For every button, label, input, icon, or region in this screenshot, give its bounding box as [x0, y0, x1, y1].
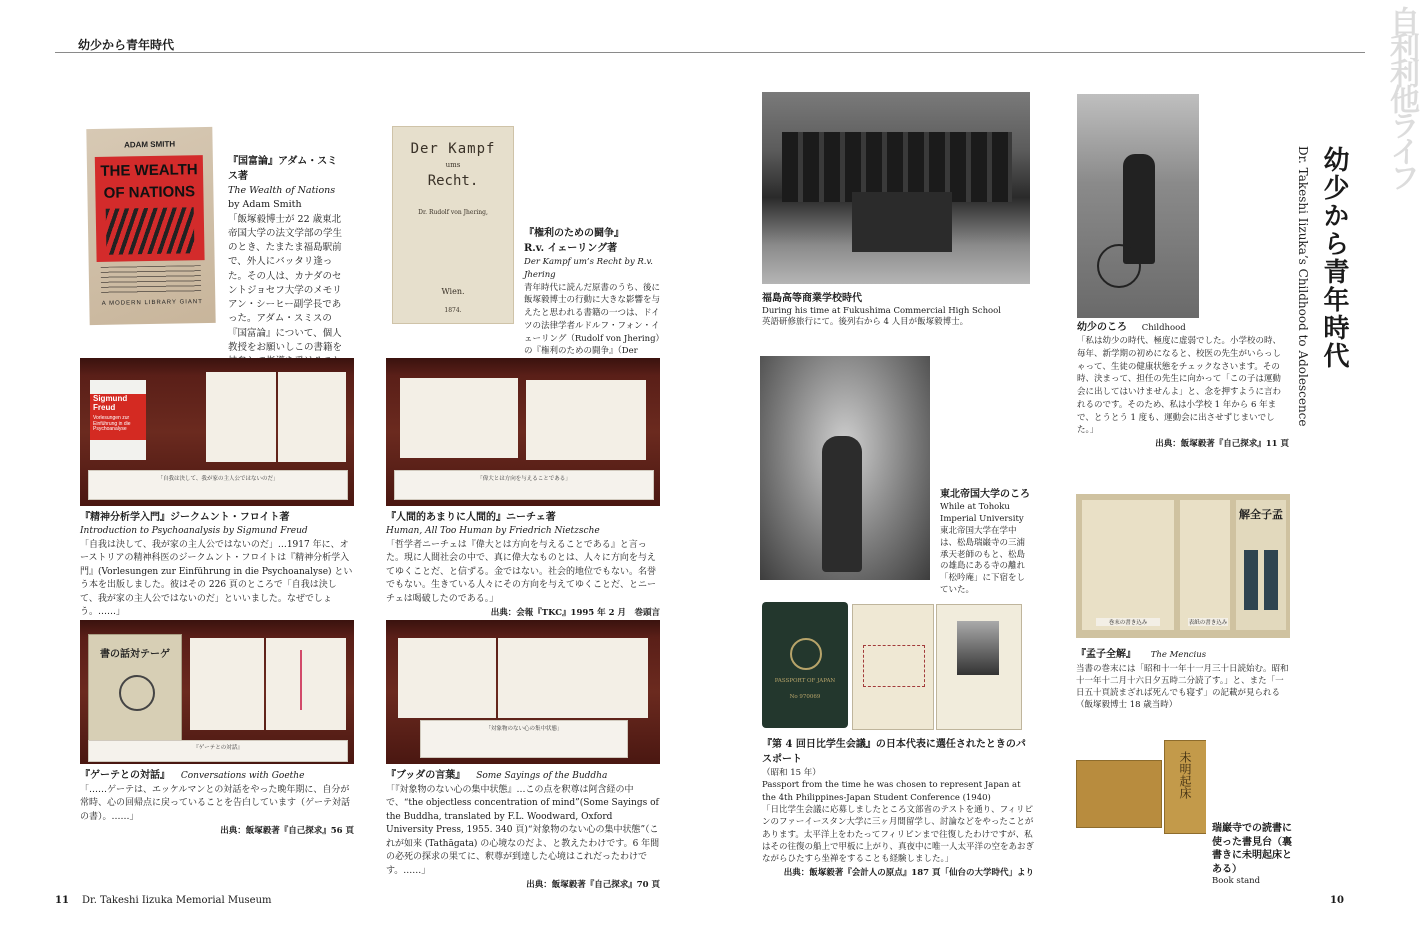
mencius-plate-1: 巻末の書き込み	[1096, 618, 1160, 626]
mencius-cover	[1236, 500, 1286, 630]
nietzsche-page-left	[400, 378, 518, 458]
cover-text-lines	[101, 265, 201, 295]
caption-heading: 『国富論』アダム・スミス著	[228, 156, 338, 182]
freud-cover-sub: Vorlesungen zur Einführung in die Psychoanalyse	[93, 415, 131, 432]
caption-heading: 福島高等商業学校時代	[762, 293, 862, 304]
cover-author: Dr. Rudolf von Jhering,	[418, 209, 488, 216]
footer-museum: Dr. Takeshi Iizuka Memorial Museum	[82, 895, 272, 906]
passport-id-photo	[936, 604, 1022, 730]
cover-band: A MODERN LIBRARY GIANT	[101, 299, 203, 307]
freud-page-left	[206, 372, 276, 462]
goethe-book-cover	[88, 634, 182, 742]
caption-english: Der Kampf um’s Recht by R.v. Jhering	[524, 257, 654, 280]
caption-heading: 『精神分析学入門』ジークムント・フロイト著	[80, 512, 290, 523]
fukushima-caption	[762, 292, 1030, 328]
cover-year: 1874.	[444, 307, 462, 314]
caption-english: Passport from the time he was chosen to represent Japan at the 4th Philippines-Japan Student Conference (1940)	[762, 780, 1021, 803]
goethe-page-left	[190, 638, 264, 730]
cover-illustration	[106, 207, 195, 255]
caption-body: 英語研修旅行にて。後列右から 4 人目が飯塚毅博士。	[762, 316, 969, 327]
caption-heading: 『ブッダの言葉』	[386, 770, 466, 781]
caption-source: 出典：会報『TKC』1995 年 2 月 巻頭言	[490, 608, 660, 618]
caption-body: 「私は幼少の時代、極度に虚弱でした。小学校の時、毎年、新学期の初めになると、校医の先生がいらっしゃって、生徒の健康状態をチェックなさいます。その時、決まって、担任の先生に向かって「この子は運動会に出してはいけませんよ」と、念を押すように言われるのです。そのため、私は小学校 1 年から 6 年まで、とうとう 1 度も、運動会に出させずじまいでした。」	[1077, 336, 1282, 436]
caption-english: Conversations with Goethe	[180, 771, 305, 781]
page-subtitle: Dr. Takeshi Iizuka’s Childhood to Adolescence	[1296, 146, 1310, 427]
header-rule	[55, 52, 1365, 53]
cover-place: Wien.	[441, 287, 465, 296]
nietzsche-display-photo	[386, 358, 660, 506]
passport-stamp	[863, 645, 925, 687]
caption-english: Some Sayings of the Buddha	[476, 771, 608, 781]
goethe-display-photo	[80, 620, 354, 764]
bookstand-board-right	[1164, 740, 1206, 834]
caption-english: During his time at Fukushima Commercial High School	[762, 305, 1002, 316]
plate-text: 「偉大とは方向を与えることである」	[477, 476, 571, 482]
caption-body: 東北帝国大学在学中は、松島瑞巌寺の三浦承天老師のもと、松島の雄島にある寺の離れ「松吟庵」に下宿をしていた。	[940, 525, 1026, 596]
page-number-left: 11	[55, 895, 69, 906]
goethe-display-plate	[88, 740, 348, 762]
caption-body: 「飯塚毅博士が 22 歳東北帝国大学の法文学部の学生のとき、たまたま福島駅前で、外人にバッタリ逢った。その人は、カナダのセントジョセフ大学のメモリアン・シーヒー副学長であった。アダム・スミスの『国富論』について、個人教授をお願いしこの書籍を	[228, 213, 343, 353]
plate-text: 『ゲーテとの対話』	[193, 745, 243, 751]
caption-heading-2: R.v. イェーリング著	[524, 243, 618, 254]
caption-body: 当書の巻末には「昭和十一年十一月三十日読始む。昭和十一年十二月十六日夕五時二分読了す。」と、また「一日五十頁読まざれば死んでも寝ず」の記載が見られる（飯塚毅博士 18 歳当時）	[1076, 663, 1289, 711]
bookstand-caption	[1212, 822, 1294, 887]
freud-book-cover	[90, 380, 146, 460]
caption-heading: 瑞巌寺での読書に使った書見台（裏書きに未明起床とある）	[1212, 823, 1292, 875]
passport-caption	[762, 738, 1034, 879]
goethe-cover-title: 書の話対テーゲ	[100, 649, 170, 660]
passport-portrait	[957, 621, 999, 675]
buddha-page-left	[398, 638, 496, 718]
caption-body: 「自我は決して、我が家の主人公ではないのだ」…1917 年に、オーストリアの精神科医のジークムント・フロイトは『精神分析学入門』(Vorlesungen zur Einführung in die Psychoanalyse) という本を出版しました。彼はその 226 頁のところで「自我は決して、我が家の主人公ではないのだ」といいました。なぜでしょう。……」	[80, 539, 353, 617]
mencius-page-2	[1180, 500, 1230, 630]
caption-heading: 『人間的あまりに人間的』ニーチェ著	[386, 512, 556, 523]
caption-body: 「『対象物のない心の集中状態』…この点を釈尊は阿含経の中で、“the objectless concentration of mind”(Some Sayings of the Buddha, translated by F.L. Woodward, Oxford University Press, 1955. 340 頁)“対象物のない心の集中状態”（これが如来 (Tathāgata) の心境なのだよ、と教えたわけです。6 年間の必死の探求の果てに、釈尊が到達した心境はこれだったわけです。……」	[386, 784, 660, 876]
caption-english: The Mencius	[1150, 650, 1207, 660]
caption-english: Introduction to Psychoanalysis by Sigmund Freud	[80, 526, 308, 536]
passport-number: No 970069	[789, 694, 821, 700]
plate-text: 「対象物のない心の集中状態」	[485, 726, 563, 732]
mencius-caption	[1076, 648, 1290, 712]
caption-heading: 『権利のための闘争』	[524, 228, 624, 239]
caption-body: 「哲学者ニーチェは『偉大とは方向を与えることである』と言った。現に人間社会の中で、真に偉大なものとは、人々に方向を与えてゆくことだ、と信ずる。金ではない。社会的地位でもない。名誉でもない。生きている人々にその方向を与えてゆくことだ、とニーチェは喝破したのである。」	[386, 539, 657, 604]
cover-author: ADAM SMITH	[123, 139, 176, 150]
caption-heading: 『ゲーテとの対話』	[80, 770, 170, 781]
freud-cover-name: Sigmund Freud	[93, 394, 128, 412]
wealth-of-nations-photo	[86, 127, 215, 325]
tohoku-caption	[940, 488, 1030, 597]
caption-heading-note: （昭和 15 年）	[762, 768, 821, 778]
childhood-photo	[1077, 94, 1199, 318]
caption-heading: 『第 4 回日比学生会議』の日本代表に選任されたときのパスポート	[762, 739, 1026, 765]
caption-body: 「日比学生会議に応募しましたところ文部省のテストを通り、フィリピンのファーイースタン大学に三ヶ月間留学し、討論などをやったことがあります。太平洋上をわたってフィリピンまで往復したわけですが、私はその往復の船上で甲板に上がり、真夜中に唯一人太平洋の空をあおぎながらひたすら坐禅をすることも経験しました。」	[762, 804, 1035, 865]
mencius-cover-title: 解全子孟	[1239, 508, 1283, 521]
caption-heading: 東北帝国大学のころ	[940, 489, 1030, 500]
nietzsche-caption	[386, 510, 660, 620]
page-number-right: 10	[1330, 895, 1344, 906]
passport-stamps-photo	[852, 604, 934, 730]
mencius-page-1	[1082, 500, 1174, 630]
passport-emblem-icon	[790, 638, 822, 670]
kampf-cover-photo	[392, 126, 514, 324]
fukushima-group-photo	[762, 92, 1030, 284]
nietzsche-page-right	[526, 380, 646, 460]
cover-title-2: ums	[445, 161, 461, 169]
section-title: 幼少から青年時代	[78, 38, 175, 52]
bookstand-photo	[1076, 740, 1206, 834]
tohoku-figure	[822, 436, 862, 572]
goethe-page-right	[266, 638, 346, 730]
caption-english: Book stand	[1212, 876, 1261, 886]
freud-page-right	[278, 372, 346, 462]
caption-by: by Adam Smith	[228, 199, 302, 211]
goethe-highlight	[300, 650, 302, 710]
buddha-display-plate	[420, 720, 628, 758]
caption-source: 出典：飯塚毅著『自己探求』56 頁	[220, 826, 354, 836]
passport-text: PASSPORT OF JAPAN	[774, 678, 836, 684]
caption-english: The Wealth of Nations	[228, 185, 336, 196]
caption-english: While at Tohoku Imperial University	[940, 502, 1024, 524]
cover-title-2: OF NATIONS	[103, 183, 196, 202]
kampf-caption	[524, 226, 662, 371]
childhood-caption	[1077, 320, 1289, 451]
freud-display-photo	[80, 358, 354, 506]
goethe-cover-emblem	[119, 675, 155, 711]
caption-source: 出典：飯塚毅著『自己探求』70 頁	[526, 880, 660, 890]
tohoku-portrait-photo	[760, 356, 930, 580]
caption-heading: 幼少のころ	[1077, 322, 1127, 333]
goethe-caption	[80, 768, 354, 838]
page-title: 幼少から青年時代	[1319, 146, 1349, 370]
plate-text: 「自我は決して、我が家の主人公ではないのだ」	[157, 476, 279, 482]
cover-red-panel	[95, 155, 205, 262]
caption-source: 出典：飯塚毅著『自己探求』11 頁	[1155, 439, 1289, 449]
freud-display-plate	[88, 470, 348, 500]
passport-cover-photo	[762, 602, 848, 728]
group-row-front	[852, 192, 952, 252]
cover-title-1: Der Kampf	[410, 141, 496, 157]
caption-english: Human, All Too Human by Friedrich Nietzsche	[386, 526, 600, 536]
mencius-figure-left	[1244, 550, 1258, 610]
buddha-caption	[386, 768, 660, 892]
caption-body: 青年時代に読んだ原書のうち、後に飯塚毅博士の行動に大きな影響を与えたと思われる書籍の一つは、ドイツの法律学者ルドルフ・フォン・イェーリング（Rudolf von Jhering）の『権利のための闘争』（Der	[524, 282, 661, 357]
nietzsche-display-plate	[394, 470, 654, 500]
mencius-plate-2: 表紙の書き込み	[1188, 620, 1228, 626]
buddha-page-right	[498, 638, 648, 718]
cover-title-1: THE WEALTH	[100, 161, 198, 180]
mencius-figure-right	[1264, 550, 1278, 610]
brand-logo: 自利利他ライフ	[1384, 6, 1419, 188]
buddha-display-photo	[386, 620, 660, 764]
caption-source: 出典：飯塚毅著『会計人の原点』187 頁「仙台の大学時代」より	[783, 867, 1034, 878]
caption-english: Childhood	[1141, 323, 1186, 333]
mencius-book-photo	[1076, 494, 1290, 638]
bookstand-board-left	[1076, 760, 1162, 828]
bookstand-carving: 未明起床	[1178, 751, 1192, 799]
cover-title-3: Recht.	[427, 173, 479, 189]
caption-body: 「……ゲーテは、エッケルマンとの対話をやった晩年期に、自分が常時、心の回帰点に戻っていることを告白しています（ゲーテ対話の書）。……」	[80, 784, 351, 822]
caption-heading: 『孟子全解』	[1076, 649, 1136, 660]
freud-caption	[80, 510, 354, 633]
bicycle-wheel-icon	[1097, 244, 1141, 288]
